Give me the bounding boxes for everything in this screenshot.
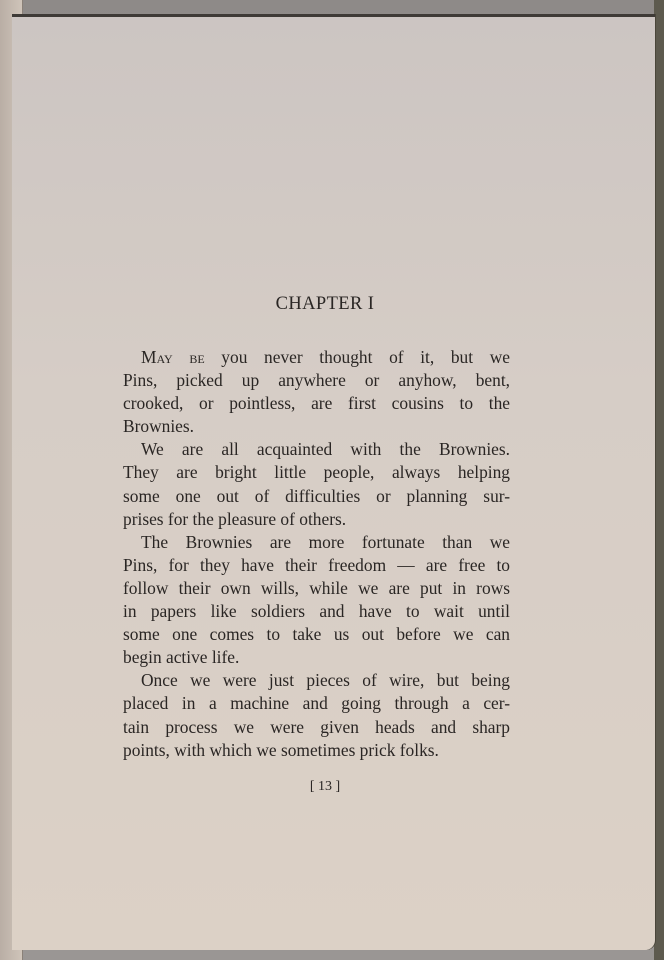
text-line: some one comes to take us out before we can — [123, 624, 510, 645]
text-line: We are all acquainted with the Brownies. — [141, 439, 510, 460]
text-line: Once we were just pieces of wire, but being — [141, 670, 510, 691]
paragraph — [123, 346, 510, 438]
text-line: points, with which we sometimes prick folks. — [123, 739, 439, 760]
paragraph — [123, 438, 510, 530]
text-line: some one out of difficulties or planning sur- — [123, 485, 510, 506]
text-line: tain process we were given heads and sharp — [123, 716, 510, 737]
book-back-edge — [654, 0, 664, 960]
text-line: Pins, picked up anywhere or anyhow, bent, — [123, 370, 510, 391]
text-line: Brownies. — [123, 416, 195, 437]
body-text — [123, 346, 510, 762]
page-number: [ 13 ] — [309, 779, 341, 794]
opening-small-caps: May be — [141, 347, 205, 367]
text-line: placed in a machine and going through a cer- — [123, 693, 510, 714]
text-line: in papers like soldiers and have to wait until — [123, 601, 510, 622]
text-line: They are bright little people, always helping — [123, 462, 510, 483]
text-line: crooked, or pointless, are first cousins to the — [123, 393, 510, 414]
chapter-title: CHAPTER I — [275, 294, 375, 314]
paragraph — [123, 531, 510, 670]
text-line: The Brownies are more fortunate than we — [141, 531, 510, 552]
text-line: Pins, for they have their freedom — are free to — [123, 554, 510, 575]
text-line: prises for the pleasure of others. — [123, 508, 347, 529]
book-page — [12, 14, 655, 950]
text-line: begin active life. — [123, 647, 240, 668]
paragraph — [123, 669, 510, 761]
text-line: follow their own wills, while we are put in rows — [123, 577, 510, 598]
text-line: May be you never thought of it, but we — [141, 347, 510, 367]
